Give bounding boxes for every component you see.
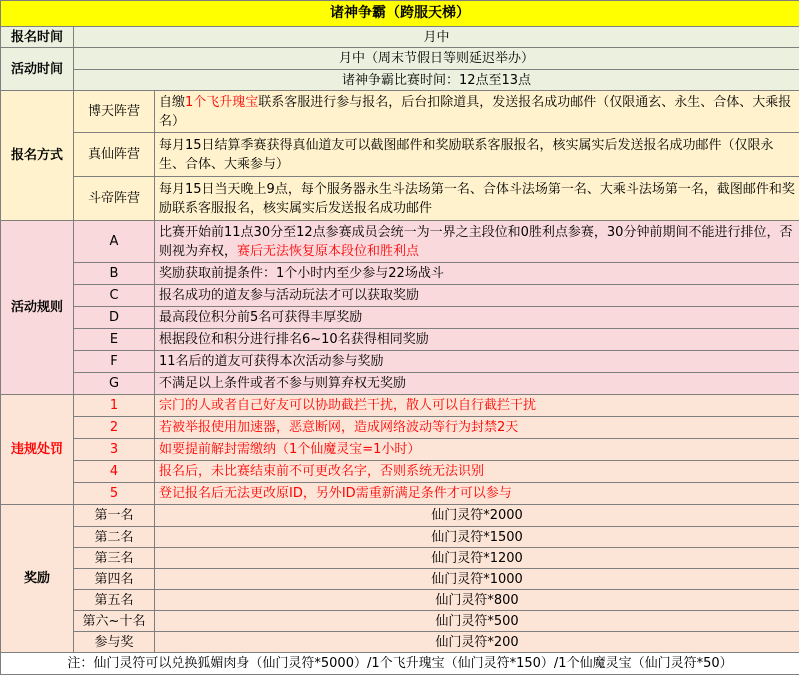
reward-rank: 第二名 bbox=[74, 527, 155, 548]
rule-text: 不满足以上条件或者不参与则算弃权无奖励 bbox=[155, 373, 799, 395]
rules-label: 活动规则 bbox=[1, 221, 74, 395]
reward-value: 仙门灵符*200 bbox=[155, 632, 799, 653]
rule-key: C bbox=[74, 285, 155, 307]
rule-key: E bbox=[74, 329, 155, 351]
violation-text: 登记报名后无法更改原ID，另外ID需重新满足条件才可以参与 bbox=[155, 483, 799, 505]
page-title: 诸神争霸（跨服天梯） bbox=[1, 1, 799, 27]
camp-text: 联系客服进行参与报名，后台扣除道具，发送报名成功邮件（仅限通玄、永生、合体、大乘报名） bbox=[159, 94, 792, 129]
event-time-row: 诸神争霸比赛时间：12点至13点 bbox=[74, 70, 799, 91]
rule-text: 最高段位积分前5名可获得丰厚奖励 bbox=[155, 307, 799, 329]
reward-rank: 第六~十名 bbox=[74, 611, 155, 632]
signup-time-label: 报名时间 bbox=[1, 27, 74, 48]
reward-rank: 第五名 bbox=[74, 590, 155, 611]
rewards-label: 奖励 bbox=[1, 505, 74, 653]
event-time-row: 月中（周末节假日等则延迟举办） bbox=[74, 48, 799, 70]
rule-key: B bbox=[74, 263, 155, 285]
camp-description: 每月15日当天晚上9点，每个服务器永生斗法场第一名、合体斗法场第一名、大乘斗法场第一名，截图邮件和奖励联系客服报名，核实属实后发送报名成功邮件 bbox=[155, 177, 799, 221]
violation-key: 4 bbox=[74, 461, 155, 483]
violations-label: 违规处罚 bbox=[1, 395, 74, 505]
reward-rank: 第一名 bbox=[74, 505, 155, 527]
violation-text: 宗门的人或者自己好友可以协助截拦干扰，散人可以自行截拦干扰 bbox=[155, 395, 799, 417]
rule-key: G bbox=[74, 373, 155, 395]
camp-highlight: 1个飞升瑰宝 bbox=[185, 94, 259, 110]
camp-description bbox=[155, 91, 799, 133]
signup-time-value: 月中 bbox=[74, 27, 799, 48]
reward-rank: 第四名 bbox=[74, 569, 155, 590]
camp-name: 斗帝阵营 bbox=[74, 177, 155, 221]
reward-value: 仙门灵符*1500 bbox=[155, 527, 799, 548]
camp-name: 博天阵营 bbox=[74, 91, 155, 133]
violation-text: 若被举报使用加速器，恶意断网，造成网络波动等行为封禁2天 bbox=[155, 417, 799, 439]
rule-key: F bbox=[74, 351, 155, 373]
reward-value: 仙门灵符*2000 bbox=[155, 505, 799, 527]
rule-text-main: 比赛开始前11点30分至12点参赛成员会统一为一界之主段位和0胜利点参赛，30分钟前期间不能进行排位，否则视为弃权， bbox=[159, 224, 793, 259]
reward-rank: 参与奖 bbox=[74, 632, 155, 653]
reward-value: 仙门灵符*500 bbox=[155, 611, 799, 632]
reward-value: 仙门灵符*1000 bbox=[155, 569, 799, 590]
signup-method-label: 报名方式 bbox=[1, 91, 74, 221]
event-time-label: 活动时间 bbox=[1, 48, 74, 91]
violation-key: 2 bbox=[74, 417, 155, 439]
rule-text bbox=[155, 221, 799, 263]
rule-text: 报名成功的道友参与活动玩法才可以获取奖励 bbox=[155, 285, 799, 307]
rule-key: D bbox=[74, 307, 155, 329]
rule-text: 11名后的道友可获得本次活动参与奖励 bbox=[155, 351, 799, 373]
camp-text: 自缴 bbox=[159, 94, 186, 110]
violation-text: 如要提前解封需缴纳（1个仙魔灵宝=1小时） bbox=[155, 439, 799, 461]
camp-description: 每月15日结算季赛获得真仙道友可以截图邮件和奖励联系客服报名，核实属实后发送报名成功邮件（仅限永生、合体、大乘参与） bbox=[155, 133, 799, 177]
reward-value: 仙门灵符*800 bbox=[155, 590, 799, 611]
rule-text: 根据段位和积分进行排名6~10名获得相同奖励 bbox=[155, 329, 799, 351]
rule-text: 奖励获取前提条件：1个小时内至少参与22场战斗 bbox=[155, 263, 799, 285]
camp-name: 真仙阵营 bbox=[74, 133, 155, 177]
violation-key: 3 bbox=[74, 439, 155, 461]
reward-value: 仙门灵符*1200 bbox=[155, 548, 799, 569]
footer-note: 注：仙门灵符可以兑换狐媚肉身（仙门灵符*5000）/1个飞升瑰宝（仙门灵符*150）/1个仙魔灵宝（仙门灵符*50） bbox=[1, 653, 799, 675]
rule-key: A bbox=[74, 221, 155, 263]
rule-highlight: 赛后无法恢复原本段位和胜利点 bbox=[237, 243, 420, 259]
violation-key: 1 bbox=[74, 395, 155, 417]
violation-text: 报名后，未比赛结束前不可更改名字，否则系统无法识别 bbox=[155, 461, 799, 483]
reward-rank: 第三名 bbox=[74, 548, 155, 569]
violation-key: 5 bbox=[74, 483, 155, 505]
